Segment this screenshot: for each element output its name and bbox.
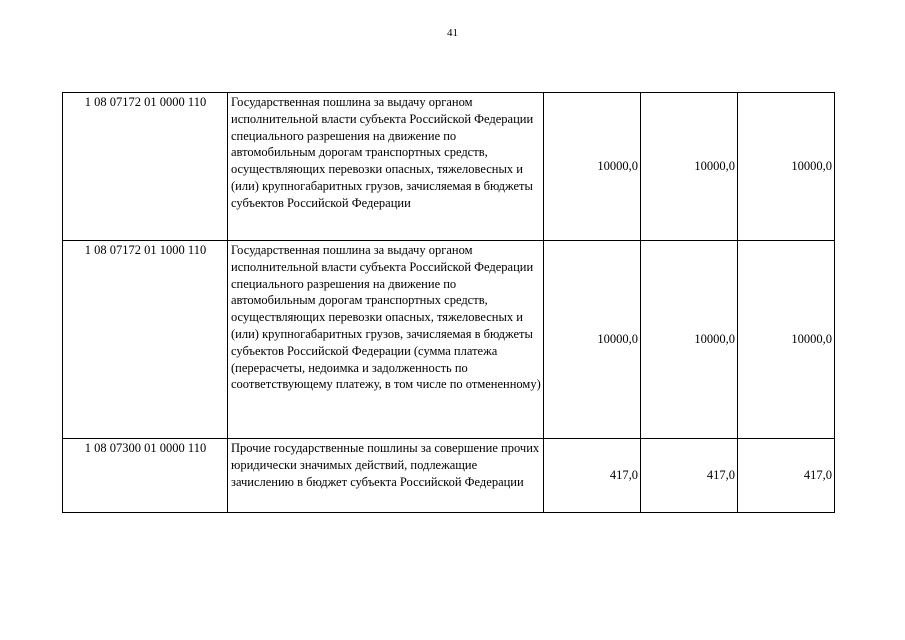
row-value-2: 417,0 bbox=[641, 439, 738, 513]
row-value-3: 10000,0 bbox=[738, 93, 835, 241]
row-code: 1 08 07300 01 0000 110 bbox=[63, 439, 228, 513]
page-number: 41 bbox=[447, 27, 458, 39]
row-code: 1 08 07172 01 1000 110 bbox=[63, 241, 228, 439]
row-value-1: 417,0 bbox=[544, 439, 641, 513]
row-value-1: 10000,0 bbox=[544, 93, 641, 241]
row-name: Прочие государственные пошлины за совершение прочих юридически значимых действий, подлежащие зачислению в бюджет субъекта Российской Федерации bbox=[228, 439, 544, 513]
row-value-2: 10000,0 bbox=[641, 241, 738, 439]
table-row bbox=[63, 241, 835, 439]
revenue-table bbox=[62, 92, 835, 513]
row-value-2: 10000,0 bbox=[641, 93, 738, 241]
row-value-3: 10000,0 bbox=[738, 241, 835, 439]
row-value-3: 417,0 bbox=[738, 439, 835, 513]
row-code: 1 08 07172 01 0000 110 bbox=[63, 93, 228, 241]
table-row bbox=[63, 439, 835, 513]
row-name: Государственная пошлина за выдачу органом исполнительной власти субъекта Российской Федерации специального разрешения на движение по автомобильным дорогам транспортных средств, осуществляющих перевозки опасных, тяжеловесных и (или) крупногабаритных грузов, зачисляемая в бюджеты субъектов Российской Федерации bbox=[228, 93, 544, 241]
table-row bbox=[63, 93, 835, 241]
row-name: Государственная пошлина за выдачу органом исполнительной власти субъекта Российской Федерации специального разрешения на движение по автомобильным дорогам транспортных средств, осуществляющих перевозки опасных, тяжеловесных и (или) крупногабаритных грузов, зачисляемая в бюджеты субъектов Российской Федерации (сумма платежа (перерасчеты, недоимка и задолженность по соответствующему платежу, в том числе по отмененному) bbox=[228, 241, 544, 439]
row-value-1: 10000,0 bbox=[544, 241, 641, 439]
